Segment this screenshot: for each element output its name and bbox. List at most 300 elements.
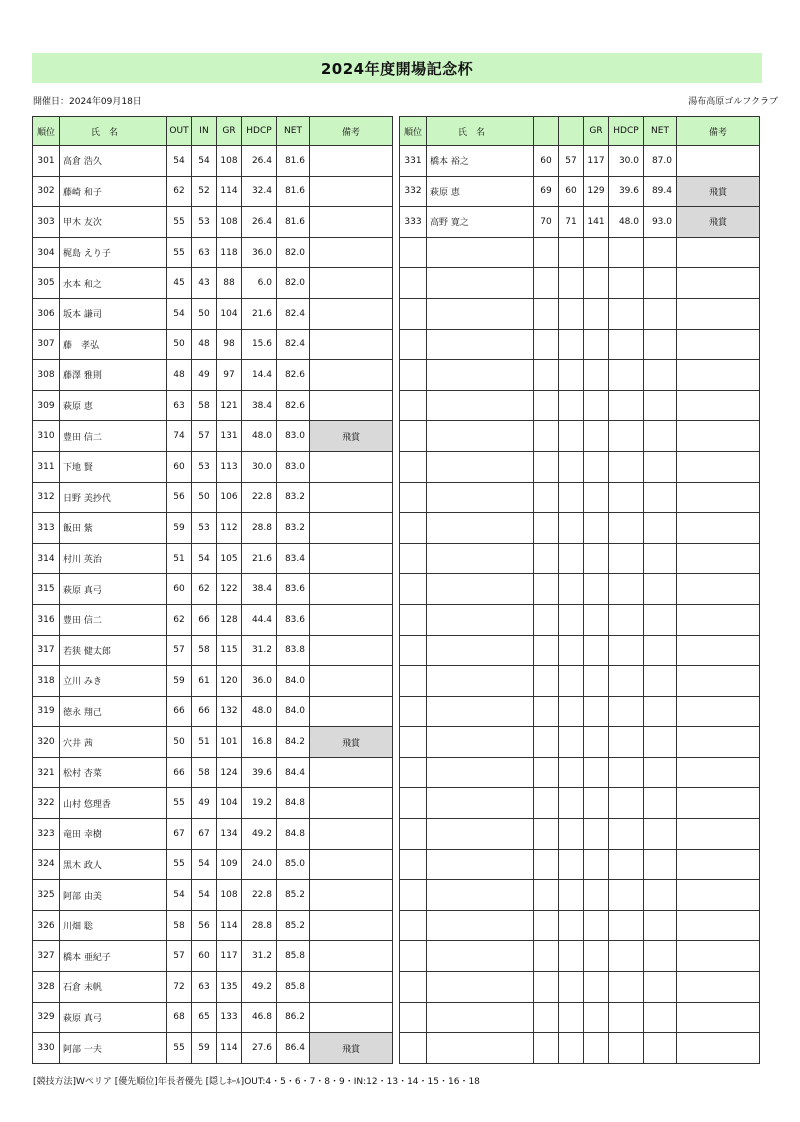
cell-net: 89.4 — [644, 176, 677, 207]
cell-out: 67 — [167, 819, 192, 850]
table-row — [33, 176, 393, 207]
empty-cell — [584, 666, 609, 697]
cell-out: 57 — [167, 941, 192, 972]
cell-net: 87.0 — [644, 146, 677, 177]
cell-name: 藤 孝弘 — [60, 329, 167, 360]
table-row — [33, 1033, 393, 1064]
cell-out: 60 — [167, 574, 192, 605]
empty-cell — [584, 451, 609, 482]
empty-row — [400, 696, 760, 727]
table-row — [33, 513, 393, 544]
empty-cell — [677, 451, 760, 482]
empty-cell — [427, 237, 534, 268]
cell-in: 56 — [192, 910, 217, 941]
empty-cell — [609, 819, 644, 850]
cell-rank: 316 — [33, 604, 60, 635]
empty-cell — [534, 298, 559, 329]
cell-out: 48 — [167, 360, 192, 391]
empty-cell — [677, 757, 760, 788]
cell-name: 日野 美抄代 — [60, 482, 167, 513]
cell-name: 阿部 一夫 — [60, 1033, 167, 1064]
cell-name: 飯田 紫 — [60, 513, 167, 544]
empty-cell — [609, 237, 644, 268]
empty-row — [400, 329, 760, 360]
cell-hdcp: 49.2 — [242, 972, 277, 1003]
cell-note — [310, 819, 393, 850]
empty-cell — [427, 849, 534, 880]
cell-note — [310, 176, 393, 207]
empty-cell — [677, 360, 760, 391]
cell-rank: 302 — [33, 176, 60, 207]
empty-cell — [584, 513, 609, 544]
empty-cell — [400, 421, 427, 452]
cell-hdcp: 22.8 — [242, 880, 277, 911]
header-out: OUT — [167, 117, 192, 146]
cell-out: 70 — [534, 207, 559, 238]
cell-rank: 315 — [33, 574, 60, 605]
empty-row — [400, 941, 760, 972]
cell-in: 52 — [192, 176, 217, 207]
empty-cell — [677, 421, 760, 452]
empty-cell — [534, 237, 559, 268]
empty-cell — [400, 1033, 427, 1064]
cell-note — [310, 268, 393, 299]
header-name: 氏 名 — [427, 117, 534, 146]
empty-row — [400, 360, 760, 391]
empty-cell — [427, 543, 534, 574]
empty-cell — [677, 1033, 760, 1064]
empty-cell — [534, 329, 559, 360]
table-header-row — [400, 117, 760, 146]
header-in: IN — [192, 117, 217, 146]
empty-cell — [427, 635, 534, 666]
cell-gr: 98 — [217, 329, 242, 360]
empty-cell — [609, 604, 644, 635]
empty-cell — [534, 390, 559, 421]
cell-hdcp: 48.0 — [242, 421, 277, 452]
empty-cell — [584, 635, 609, 666]
cell-rank: 309 — [33, 390, 60, 421]
cell-name: 梶島 えり子 — [60, 237, 167, 268]
table-row — [33, 298, 393, 329]
empty-cell — [644, 360, 677, 391]
cell-out: 57 — [167, 635, 192, 666]
empty-cell — [677, 972, 760, 1003]
empty-cell — [559, 513, 584, 544]
table-row — [33, 268, 393, 299]
empty-cell — [427, 696, 534, 727]
empty-cell — [609, 513, 644, 544]
empty-cell — [677, 298, 760, 329]
header-note: 備考 — [677, 117, 760, 146]
table-row — [33, 910, 393, 941]
empty-cell — [584, 727, 609, 758]
header-net: NET — [277, 117, 310, 146]
cell-name: 松村 杏菜 — [60, 757, 167, 788]
cell-name: 若狭 健太郎 — [60, 635, 167, 666]
cell-net: 84.8 — [277, 819, 310, 850]
cell-net: 83.4 — [277, 543, 310, 574]
cell-in: 53 — [192, 451, 217, 482]
cell-note: 飛賞 — [310, 1033, 393, 1064]
empty-cell — [677, 482, 760, 513]
header-rank: 順位 — [400, 117, 427, 146]
cell-out: 62 — [167, 604, 192, 635]
cell-hdcp: 15.6 — [242, 329, 277, 360]
table-row — [33, 543, 393, 574]
cell-gr: 112 — [217, 513, 242, 544]
empty-cell — [584, 1002, 609, 1033]
header-in — [559, 117, 584, 146]
empty-cell — [644, 819, 677, 850]
cell-hdcp: 49.2 — [242, 819, 277, 850]
cell-in: 66 — [192, 696, 217, 727]
empty-cell — [644, 757, 677, 788]
table-row — [33, 757, 393, 788]
empty-cell — [609, 268, 644, 299]
cell-in: 58 — [192, 390, 217, 421]
empty-cell — [559, 451, 584, 482]
cell-rank: 319 — [33, 696, 60, 727]
empty-cell — [677, 268, 760, 299]
table-row — [33, 482, 393, 513]
empty-cell — [400, 390, 427, 421]
cell-gr: 115 — [217, 635, 242, 666]
table-row — [33, 788, 393, 819]
table-row — [400, 146, 760, 177]
empty-cell — [559, 880, 584, 911]
cell-gr: 134 — [217, 819, 242, 850]
empty-cell — [644, 574, 677, 605]
cell-name: 高倉 浩久 — [60, 146, 167, 177]
cell-in: 49 — [192, 360, 217, 391]
empty-cell — [400, 788, 427, 819]
cell-gr: 101 — [217, 727, 242, 758]
cell-note — [310, 482, 393, 513]
empty-row — [400, 451, 760, 482]
table-row — [33, 390, 393, 421]
empty-cell — [609, 757, 644, 788]
empty-cell — [559, 910, 584, 941]
cell-note — [310, 972, 393, 1003]
empty-cell — [584, 788, 609, 819]
competition-rules-footer: [競技方法]Wペリア [優先順位]年長者優先 [隠しﾎｰﾙ]OUT:4・5・6・7・8・9・IN:12・13・14・15・16・18 — [33, 1077, 480, 1087]
empty-cell — [400, 941, 427, 972]
table-row — [33, 666, 393, 697]
empty-cell — [644, 604, 677, 635]
empty-row — [400, 788, 760, 819]
header-out — [534, 117, 559, 146]
empty-cell — [677, 237, 760, 268]
empty-cell — [427, 451, 534, 482]
table-row — [33, 727, 393, 758]
empty-cell — [584, 390, 609, 421]
cell-hdcp: 38.4 — [242, 574, 277, 605]
empty-cell — [534, 482, 559, 513]
empty-cell — [559, 237, 584, 268]
empty-cell — [677, 727, 760, 758]
empty-cell — [559, 727, 584, 758]
empty-cell — [584, 237, 609, 268]
empty-cell — [427, 910, 534, 941]
cell-in: 66 — [192, 604, 217, 635]
empty-row — [400, 604, 760, 635]
empty-row — [400, 482, 760, 513]
empty-cell — [559, 941, 584, 972]
empty-row — [400, 421, 760, 452]
cell-in: 50 — [192, 298, 217, 329]
empty-cell — [400, 604, 427, 635]
results-table-right — [399, 116, 760, 1064]
cell-name: 立川 みき — [60, 666, 167, 697]
cell-out: 55 — [167, 207, 192, 238]
cell-hdcp: 31.2 — [242, 635, 277, 666]
cell-net: 82.6 — [277, 360, 310, 391]
empty-cell — [609, 696, 644, 727]
cell-note: 飛賞 — [310, 421, 393, 452]
cell-out: 68 — [167, 1002, 192, 1033]
cell-note — [310, 237, 393, 268]
cell-name: 橋本 裕之 — [427, 146, 534, 177]
empty-cell — [609, 360, 644, 391]
cell-net: 81.6 — [277, 146, 310, 177]
cell-rank: 307 — [33, 329, 60, 360]
header-net: NET — [644, 117, 677, 146]
cell-note — [310, 513, 393, 544]
cell-net: 81.6 — [277, 207, 310, 238]
empty-cell — [427, 574, 534, 605]
cell-hdcp: 16.8 — [242, 727, 277, 758]
cell-gr: 108 — [217, 146, 242, 177]
cell-out: 66 — [167, 757, 192, 788]
cell-hdcp: 48.0 — [242, 696, 277, 727]
empty-cell — [400, 666, 427, 697]
cell-out: 62 — [167, 176, 192, 207]
empty-cell — [559, 360, 584, 391]
cell-net: 82.6 — [277, 390, 310, 421]
cell-net: 86.4 — [277, 1033, 310, 1064]
cell-in: 59 — [192, 1033, 217, 1064]
empty-cell — [400, 635, 427, 666]
empty-cell — [677, 880, 760, 911]
cell-note — [310, 849, 393, 880]
empty-cell — [609, 910, 644, 941]
cell-out: 72 — [167, 972, 192, 1003]
cell-net: 83.6 — [277, 574, 310, 605]
cell-hdcp: 28.8 — [242, 513, 277, 544]
cell-gr: 133 — [217, 1002, 242, 1033]
cell-note — [310, 604, 393, 635]
cell-gr: 105 — [217, 543, 242, 574]
table-row — [33, 146, 393, 177]
empty-cell — [584, 298, 609, 329]
cell-name: 萩原 恵 — [60, 390, 167, 421]
cell-out: 59 — [167, 666, 192, 697]
cell-gr: 132 — [217, 696, 242, 727]
empty-cell — [677, 696, 760, 727]
empty-cell — [609, 880, 644, 911]
cell-name: 坂本 謙司 — [60, 298, 167, 329]
cell-in: 51 — [192, 727, 217, 758]
cell-rank: 332 — [400, 176, 427, 207]
cell-out: 55 — [167, 237, 192, 268]
empty-cell — [644, 390, 677, 421]
cell-net: 83.0 — [277, 421, 310, 452]
cell-name: 水本 和之 — [60, 268, 167, 299]
cell-gr: 104 — [217, 298, 242, 329]
cell-rank: 328 — [33, 972, 60, 1003]
empty-cell — [559, 635, 584, 666]
cell-rank: 312 — [33, 482, 60, 513]
empty-cell — [427, 819, 534, 850]
empty-cell — [400, 910, 427, 941]
empty-cell — [534, 421, 559, 452]
cell-net: 82.4 — [277, 329, 310, 360]
table-row — [33, 421, 393, 452]
empty-row — [400, 819, 760, 850]
empty-cell — [584, 941, 609, 972]
empty-cell — [609, 941, 644, 972]
empty-cell — [609, 451, 644, 482]
cell-out: 69 — [534, 176, 559, 207]
empty-cell — [677, 513, 760, 544]
cell-in: 60 — [192, 941, 217, 972]
cell-gr: 106 — [217, 482, 242, 513]
empty-cell — [609, 482, 644, 513]
empty-cell — [559, 421, 584, 452]
empty-cell — [609, 972, 644, 1003]
empty-cell — [400, 451, 427, 482]
empty-cell — [677, 543, 760, 574]
empty-cell — [400, 819, 427, 850]
cell-gr: 114 — [217, 176, 242, 207]
empty-cell — [400, 972, 427, 1003]
cell-out: 60 — [167, 451, 192, 482]
empty-cell — [584, 268, 609, 299]
empty-cell — [534, 880, 559, 911]
cell-rank: 303 — [33, 207, 60, 238]
cell-net: 85.2 — [277, 880, 310, 911]
empty-cell — [400, 329, 427, 360]
empty-cell — [644, 972, 677, 1003]
cell-note — [310, 207, 393, 238]
empty-cell — [584, 757, 609, 788]
cell-net: 85.0 — [277, 849, 310, 880]
cell-name: 川畑 聡 — [60, 910, 167, 941]
empty-cell — [584, 604, 609, 635]
empty-cell — [534, 849, 559, 880]
cell-out: 54 — [167, 880, 192, 911]
empty-cell — [677, 604, 760, 635]
empty-cell — [400, 849, 427, 880]
empty-cell — [559, 543, 584, 574]
cell-hdcp: 28.8 — [242, 910, 277, 941]
cell-gr: 97 — [217, 360, 242, 391]
empty-row — [400, 1033, 760, 1064]
empty-cell — [644, 788, 677, 819]
cell-hdcp: 6.0 — [242, 268, 277, 299]
cell-note — [310, 910, 393, 941]
empty-cell — [427, 360, 534, 391]
cell-note — [310, 635, 393, 666]
empty-cell — [644, 268, 677, 299]
empty-cell — [534, 1033, 559, 1064]
empty-cell — [644, 543, 677, 574]
empty-cell — [534, 1002, 559, 1033]
cell-hdcp: 26.4 — [242, 207, 277, 238]
cell-note — [310, 880, 393, 911]
cell-out: 74 — [167, 421, 192, 452]
cell-name: 萩原 真弓 — [60, 574, 167, 605]
empty-cell — [400, 482, 427, 513]
empty-cell — [427, 513, 534, 544]
table-row — [400, 176, 760, 207]
empty-cell — [534, 360, 559, 391]
empty-cell — [609, 390, 644, 421]
empty-row — [400, 574, 760, 605]
table-row — [33, 604, 393, 635]
cell-gr: 129 — [584, 176, 609, 207]
cell-rank: 322 — [33, 788, 60, 819]
cell-note — [310, 360, 393, 391]
empty-cell — [584, 880, 609, 911]
cell-name: 藤澤 雅則 — [60, 360, 167, 391]
header-hdcp: HDCP — [609, 117, 644, 146]
empty-cell — [584, 849, 609, 880]
empty-cell — [400, 574, 427, 605]
empty-row — [400, 268, 760, 299]
cell-gr: 124 — [217, 757, 242, 788]
cell-net: 93.0 — [644, 207, 677, 238]
empty-cell — [534, 513, 559, 544]
cell-out: 55 — [167, 849, 192, 880]
empty-cell — [400, 1002, 427, 1033]
empty-cell — [400, 360, 427, 391]
cell-gr: 117 — [217, 941, 242, 972]
header-rank: 順位 — [33, 117, 60, 146]
cell-in: 49 — [192, 788, 217, 819]
empty-cell — [677, 941, 760, 972]
table-row — [400, 207, 760, 238]
cell-note — [310, 1002, 393, 1033]
cell-hdcp: 24.0 — [242, 849, 277, 880]
cell-in: 53 — [192, 207, 217, 238]
empty-cell — [644, 451, 677, 482]
table-row — [33, 849, 393, 880]
cell-rank: 327 — [33, 941, 60, 972]
cell-hdcp: 39.6 — [609, 176, 644, 207]
empty-cell — [427, 757, 534, 788]
empty-cell — [559, 696, 584, 727]
cell-gr: 108 — [217, 880, 242, 911]
table-row — [33, 360, 393, 391]
empty-cell — [644, 849, 677, 880]
empty-cell — [559, 1033, 584, 1064]
empty-row — [400, 237, 760, 268]
empty-cell — [609, 543, 644, 574]
empty-cell — [559, 574, 584, 605]
table-row — [33, 819, 393, 850]
empty-cell — [534, 574, 559, 605]
empty-cell — [534, 543, 559, 574]
empty-cell — [644, 1002, 677, 1033]
cell-net: 83.6 — [277, 604, 310, 635]
cell-gr: 121 — [217, 390, 242, 421]
empty-cell — [677, 666, 760, 697]
cell-out: 55 — [167, 1033, 192, 1064]
cell-net: 85.2 — [277, 910, 310, 941]
cell-rank: 329 — [33, 1002, 60, 1033]
